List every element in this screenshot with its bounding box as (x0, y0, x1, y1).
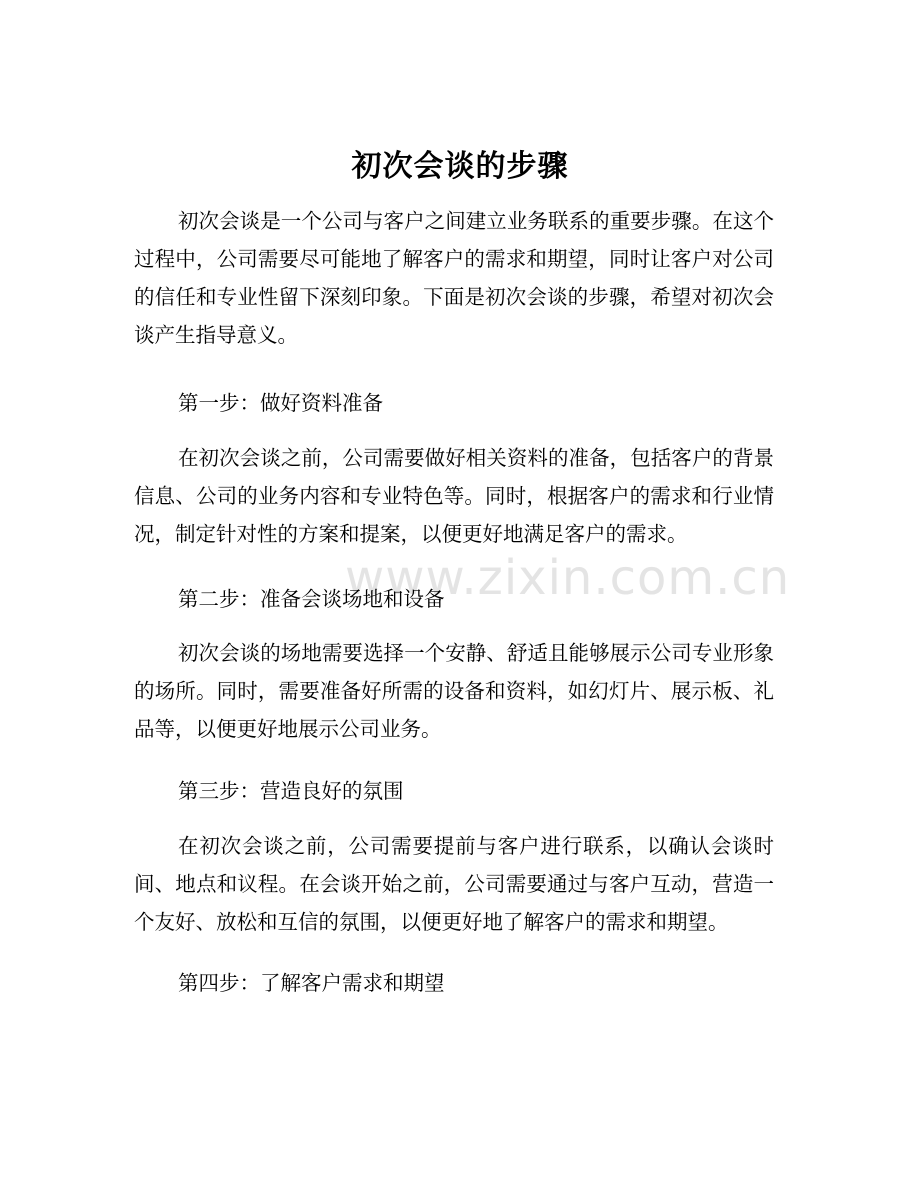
step-2-paragraph: 初次会谈的场地需要选择一个安静、舒适且能够展示公司专业形象的场所。同时，需要准备好所需的设备和资料，如幻灯片、展示板、礼品等，以便更好地展示公司业务。 (134, 641, 774, 741)
step-1-paragraph: 在初次会谈之前，公司需要做好相关资料的准备，包括客户的背景信息、公司的业务内容和专业特色等。同时，根据客户的需求和行业情况，制定针对性的方案和提案，以便更好地满足客户的需求。 (134, 446, 774, 546)
step-3-heading: 第三步：营造良好的氛围 (178, 779, 404, 803)
step-4-heading: 第四步：了解客户需求和期望 (178, 971, 445, 995)
watermark: www.zixin.com.cn (345, 550, 791, 606)
document-title: 初次会谈的步骤 (351, 149, 569, 184)
step-3-paragraph: 在初次会谈之前，公司需要提前与客户进行联系，以确认会谈时间、地点和议程。在会谈开始之前，公司需要通过与客户互动，营造一个友好、放松和互信的氛围，以便更好地了解客户的需求和期望。 (134, 834, 774, 934)
step-1-heading: 第一步：做好资料准备 (178, 391, 383, 415)
intro-paragraph: 初次会谈是一个公司与客户之间建立业务联系的重要步骤。在这个过程中，公司需要尽可能地了解客户的需求和期望，同时让客户对公司的信任和专业性留下深刻印象。下面是初次会谈的步骤，希望对初次会谈产生指导意义。 (134, 209, 774, 347)
step-2-heading: 第二步：准备会谈场地和设备 (178, 587, 445, 611)
